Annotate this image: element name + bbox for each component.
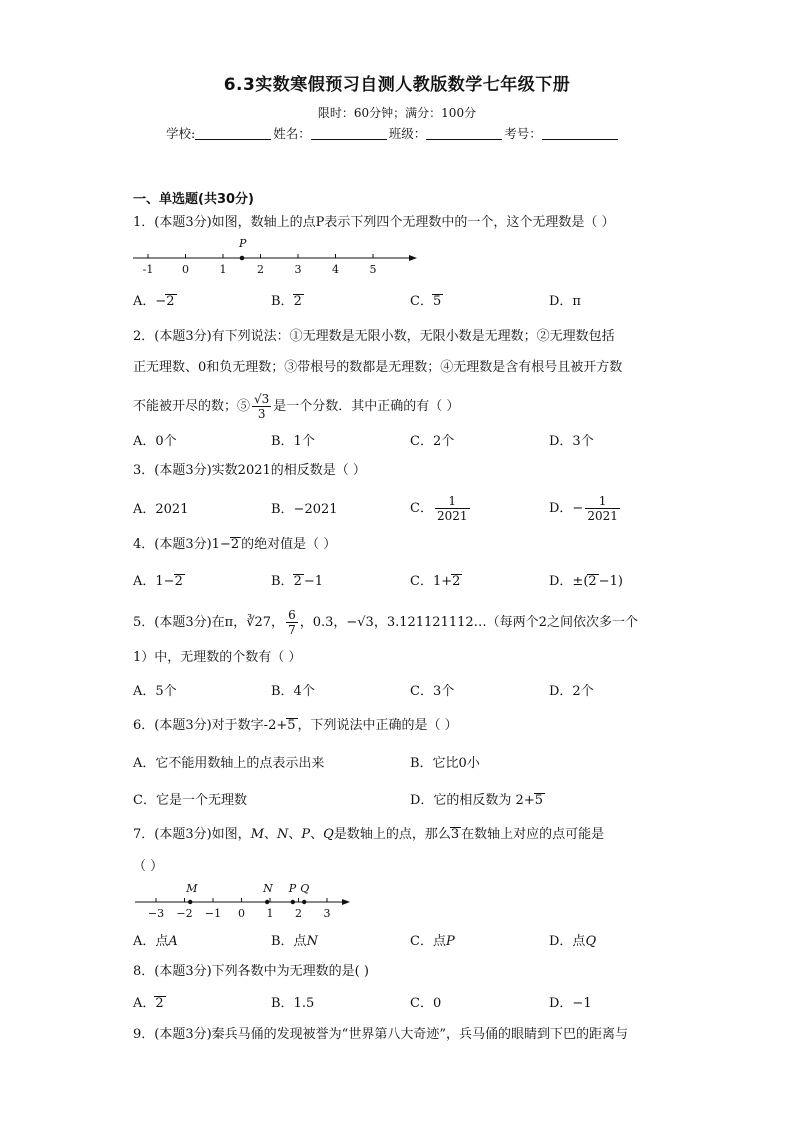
q1-option-d[interactable]: D．π (549, 294, 581, 309)
q4-option-d[interactable]: D．±(2 −1) (549, 574, 623, 589)
q5-options (133, 680, 693, 700)
q1-tick-label-5: 4 (332, 263, 339, 276)
question-3-text: 3．(本题3分)实数2021的相反数是（ ） (133, 463, 366, 478)
question-9-text: 9．(本题3分)秦兵马俑的发现被誉为“世界第八大奇迹”，兵马俑的眼睛到下巴的距离与 (133, 1027, 628, 1042)
q8-option-c[interactable]: C．0 (410, 996, 442, 1011)
section-title: 一、单选题(共30分) (133, 192, 254, 207)
q1-tick-label-4: 3 (294, 263, 302, 276)
q3-option-b[interactable]: B．−2021 (271, 502, 338, 517)
q3-option-a[interactable]: A．2021 (133, 502, 189, 517)
q2-option-b[interactable]: B．1个 (271, 434, 315, 449)
q7-point-q-label: Q (300, 882, 310, 895)
q2-option-c[interactable]: C．2个 (410, 434, 455, 449)
q1-option-a[interactable]: A．−2 (133, 294, 175, 309)
question-8-text: 8．(本题3分)下列各数中为无理数的是( ) (133, 964, 369, 979)
q7-tick-label-0: −3 (147, 907, 165, 920)
class-label: 班级： (388, 126, 427, 141)
q1-axis-ticks (143, 254, 377, 276)
q5-option-a[interactable]: A．5个 (133, 684, 177, 699)
q5-fraction: $\frac{6}{7}$ (288, 608, 296, 637)
q2-line3-pre: 不能被开尽的数；⑤ (133, 399, 251, 414)
q7-point-p (291, 900, 295, 904)
question-5-line-2: 1）中，无理数的个数有（ ） (133, 650, 302, 665)
question-7-line-1: 7．(本题3分)如图，M、N、P、Q是数轴上的点，那么3 在数轴上对应的点可能是 (133, 827, 605, 842)
number-label: 考号： (504, 126, 542, 141)
q7-tick-label-3: 0 (238, 907, 245, 920)
q7-point-n-label: N (263, 882, 273, 895)
q6-option-a[interactable]: A．它不能用数轴上的点表示出来 (133, 756, 325, 771)
school-blank[interactable] (195, 127, 271, 140)
q3-options (133, 494, 693, 526)
q2-frac-den: 3 (257, 407, 266, 421)
q1-tick-label-3: 2 (257, 263, 264, 276)
q2-line3-post: 是一个分数．其中正确的有（ ） (273, 399, 460, 414)
q1-tick-label-2: 1 (219, 263, 227, 276)
number-blank[interactable] (542, 127, 618, 140)
q2-frac-num: √3 (254, 392, 270, 406)
q6-option-b[interactable]: B．它比0小 (410, 756, 480, 771)
name-blank[interactable] (311, 127, 387, 140)
question-2-line-2: 正无理数、0和负无理数；③带根号的数都是无理数；④无理数是含有根号且被开方数 (133, 360, 623, 375)
question-5-line-1 (133, 608, 668, 637)
q6-options-row-2 (133, 789, 693, 809)
question-4-text: 4．(本题3分)1−2 的绝对值是（ ） (133, 537, 337, 552)
name-label: 姓名： (273, 126, 311, 141)
q7-point-n (265, 900, 269, 904)
q8-option-b[interactable]: B．1.5 (271, 996, 315, 1011)
page-title: 6.3实数寒假预习自测人教版数学七年级下册 (223, 75, 571, 95)
q7-tick-label-6: 3 (323, 907, 331, 920)
question-2-line-3 (133, 392, 668, 421)
question-6-text: 6．(本题3分)对于数字-2+5 ，下列说法中正确的是（ ） (133, 718, 458, 733)
question-1-text: 1．(本题3分)如图，数轴上的点P表示下列四个无理数中的一个，这个无理数是（ ） (133, 215, 615, 230)
q2-option-a[interactable]: A．0个 (133, 434, 177, 449)
q6-option-d[interactable]: D．它的相反数为 2+5 (410, 793, 544, 808)
q7-point-p-label: P (288, 882, 297, 895)
q7-option-c[interactable]: C．点P (410, 934, 455, 949)
q5-line1-post: ，0.3，−√3，3.121121112…（每两个2之间依次多一个 (299, 615, 638, 630)
q1-point-p-label: P (239, 237, 247, 250)
question-7-line-2: （ ） (133, 859, 164, 874)
q8-option-d[interactable]: D．−1 (549, 996, 592, 1011)
q7-tick-label-2: −1 (204, 907, 222, 920)
q7-axis-arrow (342, 899, 350, 905)
q7-options (133, 930, 693, 950)
student-info-line (166, 124, 620, 142)
q7-tick-label-4: 1 (266, 907, 274, 920)
q4-options (133, 570, 693, 590)
q8-option-a[interactable]: A．2 (133, 996, 164, 1011)
q7-point-m (188, 900, 192, 904)
class-blank[interactable] (426, 127, 502, 140)
q1-tick-label-1: 0 (182, 263, 189, 276)
q7-tick-label-5: 2 (295, 907, 302, 920)
q1-tick-label-0: -1 (142, 263, 154, 276)
q1-tick-label-6: 5 (369, 263, 377, 276)
q7-option-d[interactable]: D．点Q (549, 934, 597, 949)
q2-options (133, 430, 693, 450)
q7-tick-label-1: −2 (176, 907, 193, 920)
q6-option-c[interactable]: C．它是一个无理数 (133, 793, 247, 808)
q3-option-d[interactable]: D．− $\frac{1}{2021}$ (549, 494, 618, 523)
question-2-line-1: 2．(本题3分)有下列说法：①无理数是无限小数，无限小数是无理数；②无理数包括 (133, 329, 615, 344)
q7-point-q (302, 900, 306, 904)
q4-option-a[interactable]: A．1−2 (133, 574, 183, 589)
q5-option-d[interactable]: D．2个 (549, 684, 594, 699)
q1-point-p (240, 256, 245, 261)
q7-number-line (130, 878, 360, 922)
q5-line1-pre: 5．(本题3分)在π，∛27， (133, 615, 285, 630)
q1-number-line (130, 234, 420, 276)
q4-option-b[interactable]: B．2 −1 (271, 574, 324, 589)
q6-options-row-1 (133, 752, 693, 772)
q2-option-d[interactable]: D．3个 (549, 434, 594, 449)
q7-axis-points (185, 882, 309, 904)
school-label: 学校: (166, 126, 196, 141)
q5-option-b[interactable]: B．4个 (271, 684, 315, 699)
q1-axis-arrow (409, 255, 417, 261)
q1-options (133, 290, 693, 310)
q1-option-c[interactable]: C．5 (410, 294, 442, 309)
q7-point-m-label: M (186, 882, 198, 895)
q4-option-c[interactable]: C．1+2 (410, 574, 461, 589)
q3-option-c[interactable]: C． $\frac{1}{2021}$ (410, 494, 468, 523)
q1-option-b[interactable]: B．2 (271, 294, 302, 309)
q5-option-c[interactable]: C．3个 (410, 684, 455, 699)
q8-options (133, 992, 693, 1012)
q2-fraction (252, 392, 271, 421)
q7-option-a[interactable]: A．点A (133, 934, 178, 949)
q7-option-b[interactable]: B．点N (271, 934, 318, 949)
time-score-info: 限时：60分钟；满分：100分 (317, 106, 477, 120)
